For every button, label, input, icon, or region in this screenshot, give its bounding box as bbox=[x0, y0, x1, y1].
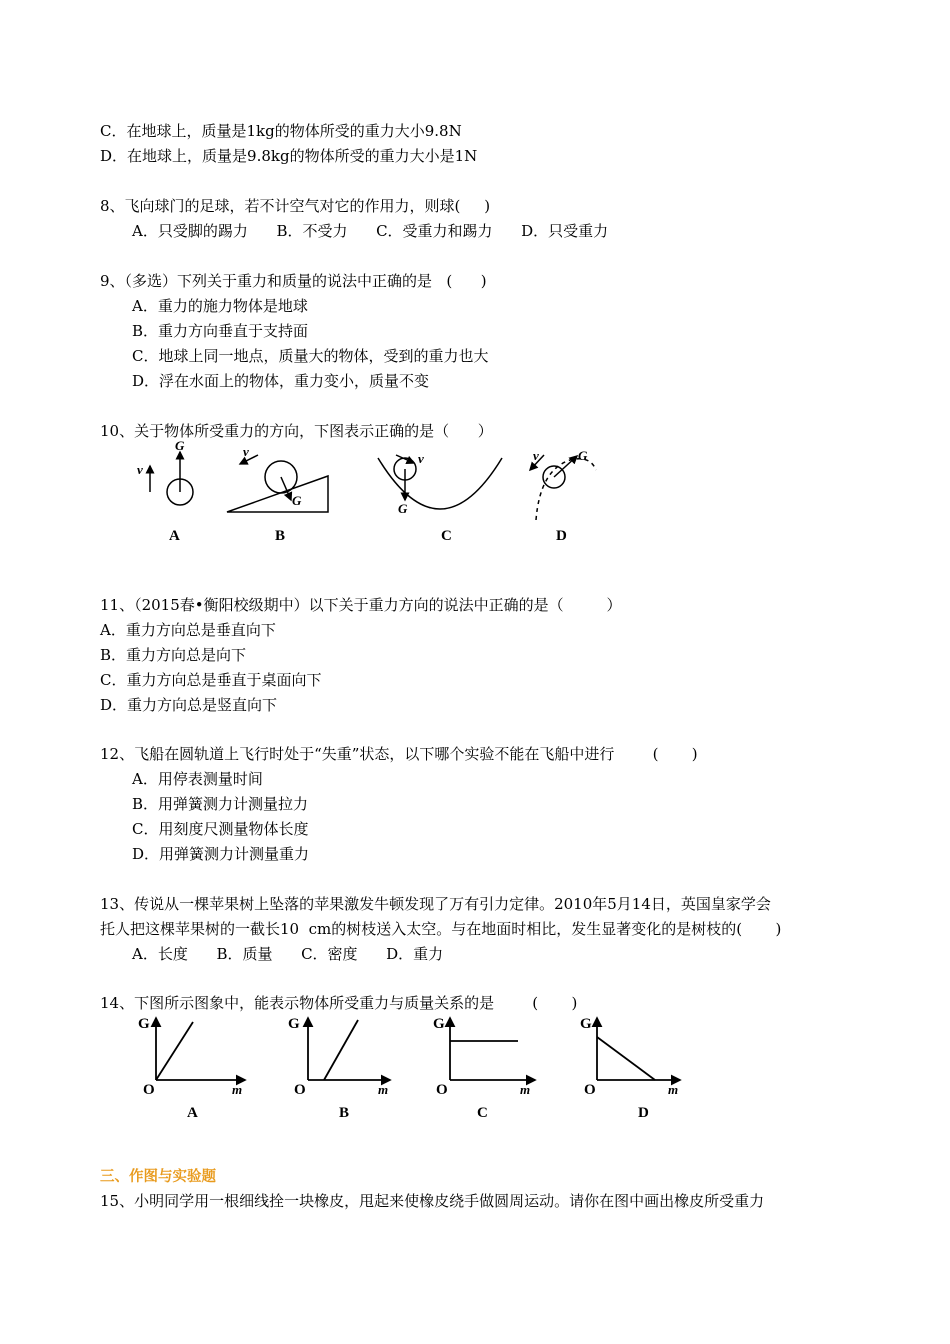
q14-label-d: D bbox=[638, 1105, 649, 1121]
q12-stem: 12、飞船在圆轨道上飞行时处于“失重”状态，以下哪个实验不能在飞船中进行 ( ) bbox=[100, 745, 698, 763]
q10-label-a: A bbox=[169, 528, 180, 544]
q14-d-axis-y: G bbox=[580, 1016, 592, 1032]
q9-option-a: A．重力的施力物体是地球 bbox=[132, 297, 308, 315]
q10-a-g-symbol: G bbox=[175, 438, 185, 453]
q14-a-origin: O bbox=[143, 1082, 155, 1098]
q14-stem: 14、下图所示图象中，能表示物体所受重力与质量关系的是 ( ) bbox=[100, 994, 578, 1012]
q10-c-v-symbol: v bbox=[418, 451, 424, 466]
q14-a-axis-y: G bbox=[138, 1016, 150, 1032]
q15-stem: 15、小明同学用一根细线拴一块橡皮，甩起来使橡皮绕手做圆周运动。请你在图中画出橡皮所受重力 bbox=[100, 1192, 765, 1210]
q7-option-c: C．在地球上，质量是1kg的物体所受的重力大小9.8N bbox=[100, 122, 462, 140]
q10-stem: 10、关于物体所受重力的方向，下图表示正确的是（ ） bbox=[100, 422, 493, 440]
section-heading: 三、作图与实验题 bbox=[100, 1169, 216, 1185]
q14-c-origin: O bbox=[436, 1082, 448, 1098]
q12-option-d: D．用弹簧测力计测量重力 bbox=[132, 845, 310, 863]
q12-option-b: B．用弹簧测力计测量拉力 bbox=[132, 795, 309, 813]
q11-option-a: A．重力方向总是垂直向下 bbox=[100, 621, 276, 639]
q14-b-axis-y: G bbox=[288, 1016, 300, 1032]
q14-b-origin: O bbox=[294, 1082, 306, 1098]
q14-c-axis-y: G bbox=[433, 1016, 445, 1032]
q14-graph-c bbox=[433, 1016, 535, 1121]
q14-label-b: B bbox=[339, 1105, 350, 1121]
q8-stem: 8、飞向球门的足球，若不计空气对它的作用力，则球( ) bbox=[100, 197, 491, 215]
q10-c-g-symbol: G bbox=[398, 501, 408, 516]
q10-d-v-symbol: v bbox=[533, 448, 539, 463]
q10-label-c: C bbox=[441, 528, 452, 544]
q14-graph-a bbox=[138, 1016, 245, 1121]
q9-option-d: D．浮在水面上的物体，重力变小，质量不变 bbox=[132, 372, 430, 390]
q12-option-a: A．用停表测量时间 bbox=[132, 770, 263, 788]
q9-option-c: C．地球上同一地点，质量大的物体，受到的重力也大 bbox=[132, 347, 489, 365]
q10-b-g-symbol: G bbox=[292, 493, 302, 508]
q11-stem: 11、（2015春•衡阳校级期中）以下关于重力方向的说法中正确的是（ ） bbox=[100, 596, 622, 614]
q14-d-axis-x: m bbox=[668, 1082, 679, 1097]
q11-option-b: B．重力方向总是向下 bbox=[100, 646, 247, 664]
q11-option-d: D．重力方向总是竖直向下 bbox=[100, 696, 278, 714]
q9-option-b: B．重力方向垂直于支持面 bbox=[132, 322, 309, 340]
q14-graph-d bbox=[580, 1016, 680, 1121]
q8-options: A．只受脚的踢力 B．不受力 C．受重力和踢力 D．只受重力 bbox=[132, 222, 609, 240]
q13-stem-line1: 13、传说从一棵苹果树上坠落的苹果激发牛顿发现了万有引力定律。2010年5月14日，英国皇家学会 bbox=[100, 895, 771, 913]
q14-c-axis-x: m bbox=[520, 1082, 531, 1097]
q14-d-origin: O bbox=[584, 1082, 596, 1098]
q14-label-c: C bbox=[477, 1105, 488, 1121]
q14-graph-b bbox=[288, 1016, 390, 1121]
q7-option-d: D．在地球上，质量是9.8kg的物体所受的重力大小是1N bbox=[100, 147, 478, 165]
q10-b-v-symbol: v bbox=[243, 444, 249, 459]
q11-option-c: C．重力方向总是垂直于桌面向下 bbox=[100, 671, 322, 689]
q12-option-c: C．用刻度尺测量物体长度 bbox=[132, 820, 309, 838]
q10-label-d: D bbox=[556, 528, 567, 544]
q13-options: A．长度 B．质量 C．密度 D．重力 bbox=[132, 945, 444, 963]
q14-b-axis-x: m bbox=[378, 1082, 389, 1097]
q14-label-a: A bbox=[187, 1105, 198, 1121]
q10-d-g-symbol: G bbox=[578, 448, 588, 463]
q10-a-v-symbol: v bbox=[137, 462, 143, 477]
q13-stem-line2: 托人把这棵苹果树的一截长10 cm的树枝送入太空。与在地面时相比，发生显著变化的是树枝的( ) bbox=[100, 920, 782, 938]
q14-a-axis-x: m bbox=[232, 1082, 243, 1097]
q10-label-b: B bbox=[275, 528, 286, 544]
q9-stem: 9、（多选）下列关于重力和质量的说法中正确的是 ( ) bbox=[100, 272, 487, 290]
